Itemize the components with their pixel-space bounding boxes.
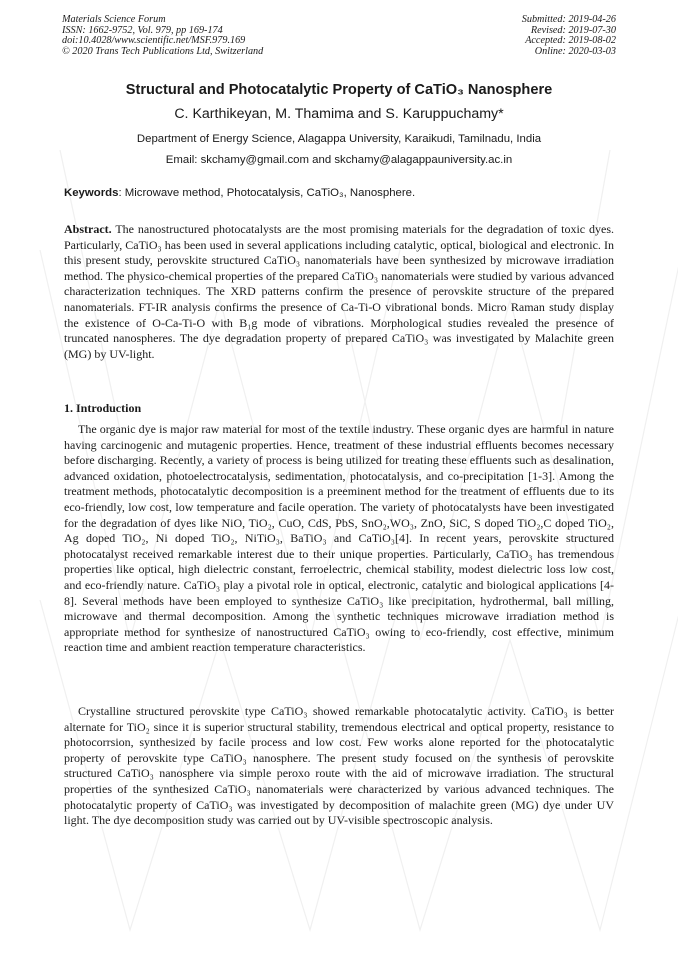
abstract-label: Abstract. — [64, 222, 112, 236]
online-date: Online: 2020-03-03 — [534, 45, 616, 57]
journal-header-right — [522, 15, 616, 57]
introduction-paragraph-1: The organic dye is major raw material for most of the textile industry. These organic dyes are harmful in nature having carcinogenic and mutagenic properties. Hence, treatment of these industrial effluents becomes necessary before discharging. Recently, a variety of process is being utilized for treating these effluents such as desalination, advanced oxidation, photoelectrocatalysis, sedimentation, photocatalysis, and co-precipitation [1-3]. Among the treatment methods, photocatalytic decomposition is a preeminent method for the treatment of effluents due to its eco-friendly, low cost, low temperature and facile operation. The variety of photocatalysts have been investigated for the degradation of dyes like NiO, TiO₂, CuO, CdS, PbS, SnO₂,WO₃, ZnO, SiC, S doped TiO₂,C doped TiO₂, Ag doped TiO₂, Ni doped TiO₂, NiTiO₃, BaTiO₃ and CaTiO₃[4]. In recent years, perovskite structured photocatalyst received remarkable interest due to their unique properties. Particularly, CaTiO₃ has tremendous properties like optical, high dielectric constant, ferroelectric, chemical stability, modest dielectric loss low cost, and eco-friendly nature. CaTiO₃ play a pivotal role in optical, electronic, catalytic and biological applications [4-8]. Several methods have been employed to synthesize CaTiO₃ like precipitation, hydrothermal, ball milling, microwave and thermal decomposition. Among the synthetic techniques microwave irradiation method is appropriate method for synthesize of nanostructured CaTiO₃ owing to eco-friendly, cost effective, minimum reaction time and ambient reaction temperature characteristics. — [64, 422, 614, 655]
abstract — [64, 222, 614, 362]
doi: doi:10.4028/www.scientific.net/MSF.979.169 — [62, 35, 246, 47]
revised-date: Revised: 2019-07-30 — [530, 24, 616, 36]
abstract-text: The nanostructured photocatalysts are the most promising materials for the degradation of toxic dyes. Particularly, CaTiO₃ has been used in several applications including catalytic, optical, biological and electronic. In this present study, perovskite structured CaTiO₃ nanomaterials have been synthesized by microwave irradiation method. The physico-chemical properties of the prepared CaTiO₃ nanomaterials were studied by various advanced characterization techniques. The XRD patterns confirm the presence of perovskite structure of the prepared nanomaterials. FT-IR analysis confirms the presence of Ca-Ti-O vibrational bonds. Micro Raman study display the existence of O-Ca-Ti-O with B₁g mode of vibrations. Morphological studies revealed the presence of truncated nanospheres. The dye degradation property of prepared CaTiO₃ was investigated by Malachite green (MG) by UV-light. — [64, 222, 615, 361]
affiliation: Department of Energy Science, Alagappa University, Karaikudi, Tamilnadu, India — [136, 133, 542, 145]
issn-volume: ISSN: 1662-9752, Vol. 979, pp 169-174 — [62, 24, 223, 36]
keywords-text: : Microwave method, Photocatalysis, CaTiO₃, Nanosphere. — [118, 187, 416, 199]
introduction-paragraph-2: Crystalline structured perovskite type CaTiO₃ showed remarkable photocatalytic activity. CaTiO₃ is better alternate for TiO₂ since it is superior structural stability, tremendous electrical and optical property, resistance to photocorrsion, synthesized by facile process and low cost. Few works alone reported for the photocatalytic property of perovskite type CaTiO₃ nanosphere. The present study focused on the synthesis of perovskite structured CaTiO₃ nanosphere via simple peroxo route with the aid of microwave irradiation. The structural properties of the synthesized CaTiO₃ nanomaterials were characterized by various advanced techniques. The photocatalytic property of CaTiO₃ was investigated by decomposition of malachite green (MG) dye under UV light. The dye decomposition study was carried out by UV-visible spectroscopic analysis. — [64, 704, 614, 828]
paper-title: Structural and Photocatalytic Property of CaTiO₃ Nanosphere — [125, 82, 553, 98]
keywords — [64, 187, 614, 199]
journal-header-left — [62, 15, 263, 57]
journal-name: Materials Science Forum — [62, 14, 166, 25]
email: Email: skchamy@gmail.com and skchamy@alagappauniversity.ac.in — [165, 154, 513, 166]
authors: C. Karthikeyan, M. Thamima and S. Karuppuchamy* — [174, 106, 504, 122]
accepted-date: Accepted: 2019-08-02 — [525, 35, 616, 47]
keywords-label: Keywords — [64, 187, 119, 199]
submitted-date: Submitted: 2019-04-26 — [521, 14, 616, 25]
copyright: © 2020 Trans Tech Publications Ltd, Switzerland — [62, 45, 264, 57]
section-heading-introduction: 1. Introduction — [64, 401, 142, 415]
